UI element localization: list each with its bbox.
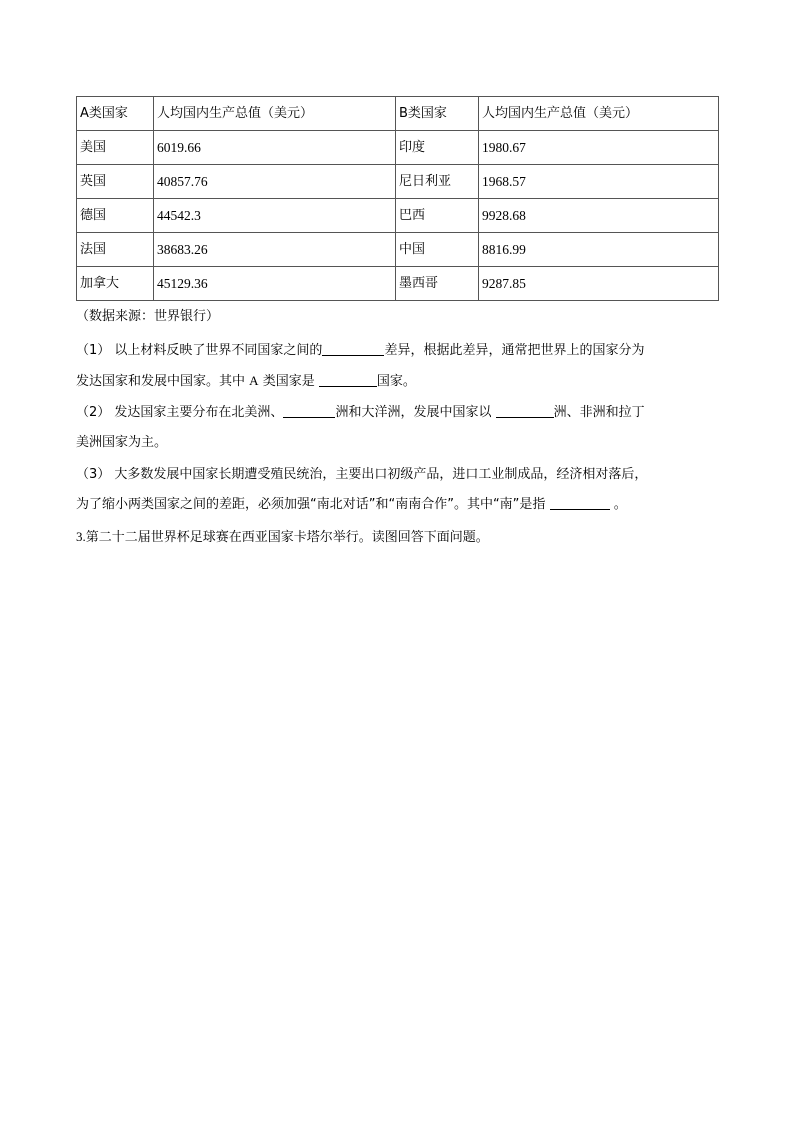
table-row (77, 267, 719, 301)
gdp-b: 9287.85 (479, 267, 719, 301)
country-a: 德国 (77, 199, 154, 233)
country-b: 墨西哥 (396, 267, 479, 301)
answer-blank[interactable] (550, 497, 610, 510)
question-text: 。 (613, 497, 627, 512)
question-3-heading (76, 528, 489, 547)
question-3-line-1 (76, 466, 647, 484)
country-b: 中国 (396, 233, 479, 267)
question-text: 差异，根据此差异，通常把世界上的国家分为 (384, 343, 645, 358)
question-text: 发达国家和发展中国家。其中 (76, 374, 246, 389)
gdp-b: 1980.67 (479, 131, 719, 165)
country-a: 英国 (77, 165, 154, 199)
answer-blank[interactable] (283, 405, 335, 418)
question-text: 类国家是 (262, 374, 315, 389)
question-2-line-1 (76, 404, 645, 422)
question-3-line-2 (76, 496, 627, 514)
question-text: 洲、非洲和拉丁 (553, 405, 645, 420)
answer-blank[interactable] (496, 405, 554, 418)
gdp-table (76, 96, 719, 301)
question-text: 为了缩小两类国家之间的差距，必须加强“南北对话”和“南南合作”。其中“南”是指 (76, 497, 546, 512)
question-number: （3） (76, 467, 111, 482)
question-text: 美洲国家为主。 (76, 435, 168, 450)
question-text: 第二十二届世界杯足球赛在西亚国家卡塔尔举行。读图回答下面问题。 (85, 530, 489, 545)
answer-blank[interactable] (319, 374, 377, 387)
header-cell: 人均国内生产总值（美元） (154, 97, 396, 131)
header-cell: B类国家 (396, 97, 479, 131)
gdp-a: 38683.26 (154, 233, 396, 267)
question-1-line-1 (76, 342, 644, 360)
question-1-line-2 (76, 372, 416, 391)
country-a: 法国 (77, 233, 154, 267)
country-b: 印度 (396, 131, 479, 165)
answer-blank[interactable] (322, 343, 384, 356)
gdp-b: 8816.99 (479, 233, 719, 267)
table-row (77, 199, 719, 233)
table-row (77, 131, 719, 165)
gdp-a: 45129.36 (154, 267, 396, 301)
source-note: （数据来源：世界银行） (76, 309, 220, 324)
country-a: 加拿大 (77, 267, 154, 301)
gdp-b: 1968.57 (479, 165, 719, 199)
question-text: 以上材料反映了世界不同国家之间的 (114, 343, 323, 358)
question-number: （1） (76, 343, 111, 358)
question-text: 大多数发展中国家长期遭受殖民统治，主要出口初级产品，进口工业制成品，经济相对落后， (114, 467, 648, 482)
gdp-a: 44542.3 (154, 199, 396, 233)
gdp-a: 6019.66 (154, 131, 396, 165)
table-row (77, 233, 719, 267)
question-2-line-2 (76, 434, 167, 452)
table-row (77, 165, 719, 199)
question-text: 洲和大洋洲，发展中国家以 (335, 405, 492, 420)
question-number: （2） (76, 405, 111, 420)
table-header-row (77, 97, 719, 131)
class-letter: A (249, 373, 259, 388)
question-text: 发达国家主要分布在北美洲、 (114, 405, 284, 420)
gdp-a: 40857.76 (154, 165, 396, 199)
question-number: 3. (76, 529, 86, 544)
header-cell: A类国家 (77, 97, 154, 131)
question-text: 国家。 (376, 374, 416, 389)
gdp-b: 9928.68 (479, 199, 719, 233)
country-a: 美国 (77, 131, 154, 165)
country-b: 巴西 (396, 199, 479, 233)
header-cell: 人均国内生产总值（美元） (479, 97, 719, 131)
country-b: 尼日利亚 (396, 165, 479, 199)
